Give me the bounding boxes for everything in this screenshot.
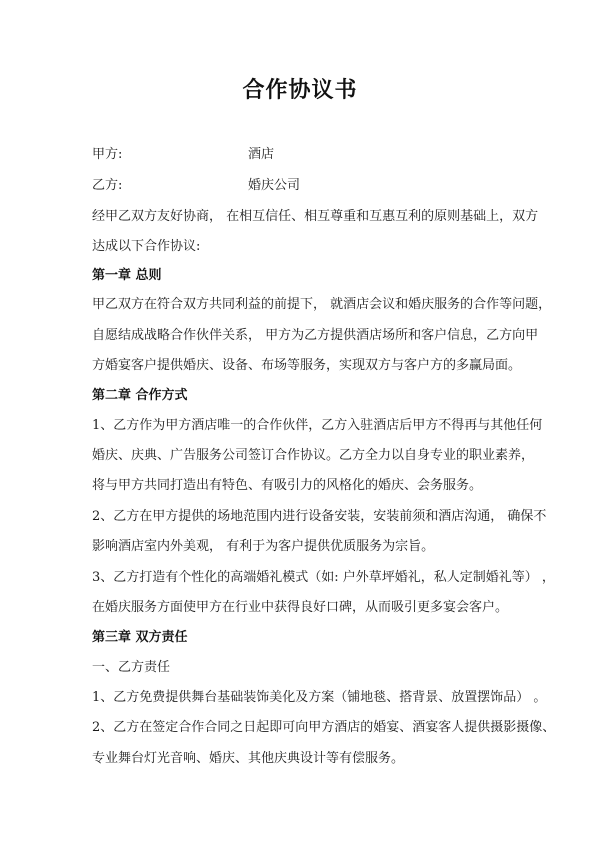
chapter1-line-2: 自愿结成战略合作伙伴关系， 甲方为乙方提供酒店场所和客户信息，乙方向甲 (92, 328, 539, 343)
chapter1-heading: 第一章 总则 (92, 268, 162, 283)
chapter2-line-7: 在婚庆服务方面使甲方在行业中获得良好口碑，从而吸引更多宴会客户。 (92, 600, 509, 615)
intro-line-2: 达成以下合作协议: (92, 239, 201, 254)
chapter1-line-1: 甲乙双方在符合双方共同利益的前提下， 就酒店会议和婚庆服务的合作等问题， (92, 297, 552, 312)
chapter3-line-3: 2、乙方在签定合作合同之日起即可向甲方酒店的婚宴、酒宴客人提供摄影摄像、 (92, 720, 556, 735)
party-a-value: 酒店 (248, 147, 275, 162)
party-a-label: 甲方: (92, 147, 123, 162)
party-b-value: 婚庆公司 (248, 178, 301, 193)
chapter2-line-2: 婚庆、庆典、广告服务公司签订合作协议。乙方全力以自身专业的职业素养， (92, 448, 535, 463)
chapter1-line-3: 方婚宴客户提供婚庆、设备、布场等服务，实现双方与客户方的多赢局面。 (92, 358, 522, 373)
chapter2-line-4: 2、乙方在甲方提供的场地范围内进行设备安装，安装前须和酒店沟通， 确保不 (92, 509, 547, 524)
chapter2-line-1: 1、乙方作为甲方酒店唯一的合作伙伴，乙方入驻酒店后甲方不得再与其他任何 (92, 418, 543, 433)
chapter3-line-2: 1、乙方免费提供舞台基础装饰美化及方案（铺地毯、搭背景、放置摆饰品） 。 (92, 690, 547, 705)
chapter2-line-5: 影响酒店室内外美观， 有利于为客户提供优质服务为宗旨。 (92, 539, 435, 554)
chapter2-heading: 第二章 合作方式 (92, 388, 188, 403)
intro-line-1: 经甲乙双方友好协商， 在相互信任、相互尊重和互惠互利的原则基础上，双方 (92, 209, 539, 224)
chapter3-line-1: 一、乙方责任 (92, 660, 171, 675)
party-b-label: 乙方: (92, 178, 123, 193)
document-title: 合作协议书 (242, 77, 358, 103)
chapter3-heading: 第三章 双方责任 (92, 630, 188, 645)
chapter3-line-4: 专业舞台灯光音响、婚庆、其他庆典设计等有偿服务。 (92, 751, 405, 766)
chapter2-line-6: 3、乙方打造有个性化的高端婚礼模式（如: 户外草坪婚礼，私人定制婚礼等） ， (92, 570, 555, 585)
chapter2-line-3: 将与甲方共同打造出有特色、有吸引力的风格化的婚庆、会务服务。 (92, 478, 483, 493)
